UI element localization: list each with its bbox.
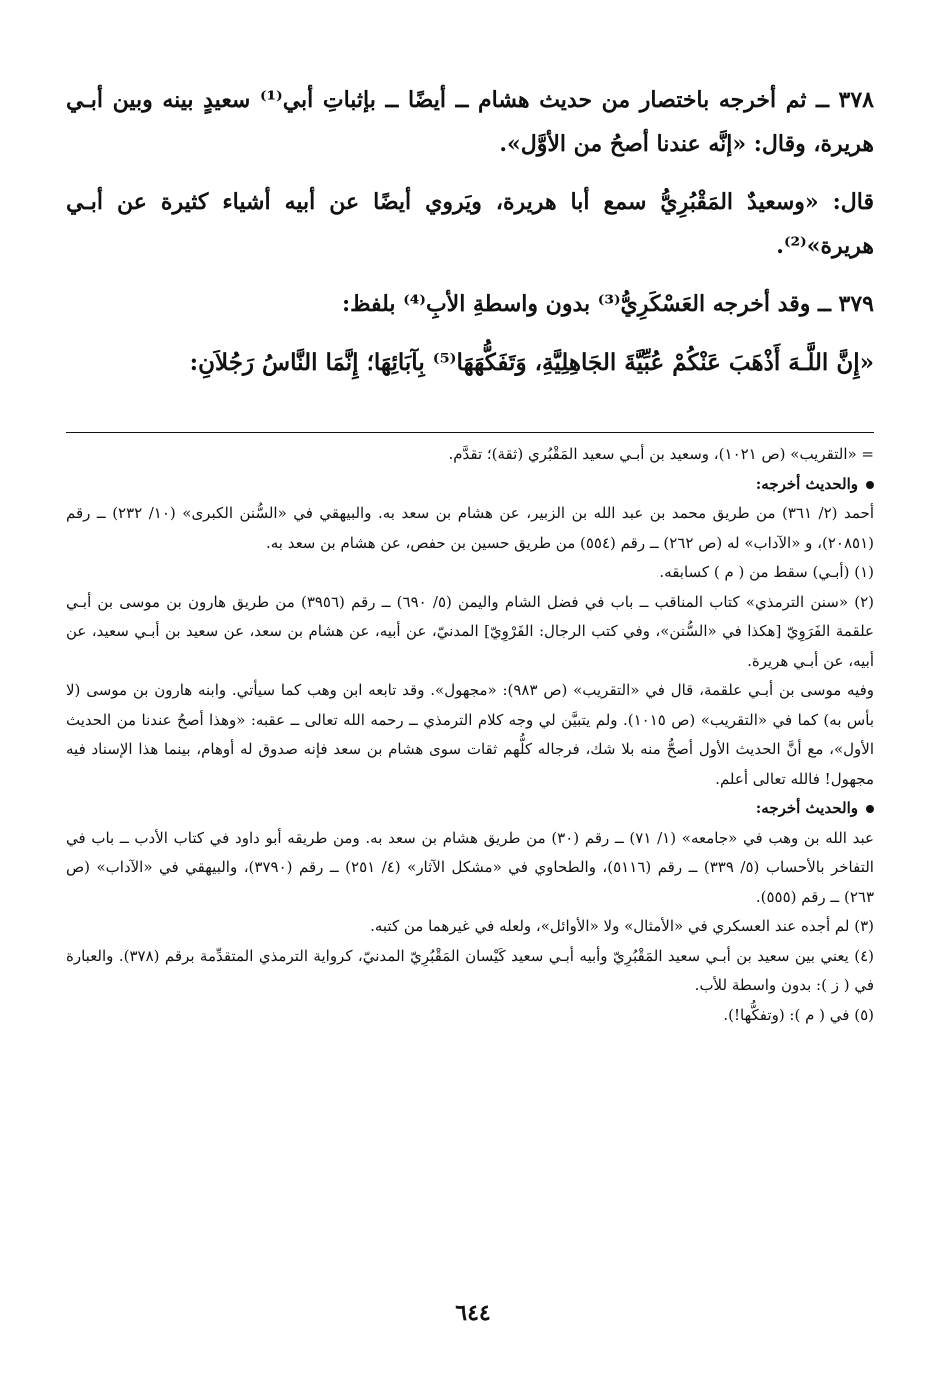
paragraph-quote-said: قال: «وسعيدٌ المَقْبُرِيُّ سمع أبا هريرة، ويَروي أيضًا عن أبيه أشياء كثيرة عن أبـي هريرة»⁽²⁾.: [66, 189, 874, 259]
footnote-5: (٥) في ( م ): (وتفكُّها!).: [723, 1005, 874, 1024]
takhrij-1: أحمد (٢/ ٣٦١) من طريق محمد بن عبد الله بن الزبير، عن هشام بن سعد به. والبيهقي في «السُّنن الكبرى» (١٠/ ٢٣٢) ــ رقم (٢٠٨٥١)، و «الآداب» له (ص ٢٦٢) ــ رقم (٥٥٤) من طريق حسين بن حفص، عن هشام بن سعد به.: [66, 504, 874, 552]
hadith-quote: «إِنَّ اللَّـهَ أَذْهَبَ عَنْكُمْ عُبِّيَّةَ الجَاهِلِيَّةِ، وَتَفَكُّهَهَا⁽⁵⁾ بِآبَائِهَا؛ إِنَّمَا النَّاسُ رَجُلاَنِ:: [189, 349, 874, 376]
footnotes: [66, 440, 874, 1030]
takhrij-2: عبد الله بن وهب في «جامعه» (١/ ٧١) ــ رقم (٣٠) من طريق هشام بن سعد به. ومن طريقه أبو داود في كتاب الأدب ــ باب في التفاخر بالأحساب (٥/ ٣٣٩) ــ رقم (٥١١٦)، والطحاوي في «مشكل الآثار» (٤/ ٢٥١) ــ رقم (٣٧٩٠)، والبيهقي في «الآداب» (ص ٢٦٣) ــ رقم (٥٥٥).: [66, 828, 874, 906]
footnote-1: (١) (أبـي) سقط من ( م ) كسابقه.: [659, 563, 874, 581]
heading-label: والحديث أخرجه:: [755, 474, 858, 493]
paragraph-378: ٣٧٨ ــ ثم أخرجه باختصار من حديث هشام ــ أيضًا ــ بإثباتِ أبي⁽¹⁾ سعيدٍ بينه وبين أبـي هريرة، وقال: «إنَّه عندنا أصحُ من الأوَّل».: [66, 87, 874, 157]
footnote-divider: [66, 432, 874, 433]
main-text: [66, 78, 874, 400]
bullet-icon: [866, 805, 874, 813]
footnote-4: (٤) يعني بين سعيد بن أبـي سعيد المَقْبُرِيّ وأبيه أبـي سعيد كَيْسان المَقْبُرِيّ المدنيّ، كرواية الترمذي المتقدِّمة برقم (٣٧٨). والعبارة في ( ز ): بدون واسطة للأب.: [66, 946, 875, 994]
bullet-icon: [866, 481, 874, 489]
section-heading-2: [66, 794, 874, 824]
page-number: ٦٤٤: [455, 1300, 491, 1326]
footnote-3: (٣) لم أجده عند العسكري في «الأمثال» ولا «الأوائل»، ولعله في غيرهما من كتبه.: [370, 917, 874, 935]
footnote-continuation: = «التقريب» (ص ١٠٢١)، وسعيد بن أبـي سعيد المَقْبُري (ثقة)؛ تقدَّم.: [448, 445, 874, 463]
heading-label: والحديث أخرجه:: [755, 799, 858, 817]
paragraph-379: ٣٧٩ ــ وقد أخرجه العَسْكَرِيُّ⁽³⁾ بدون واسطةِ الأبِ⁽⁴⁾ بلفظ:: [342, 291, 874, 317]
footnote-2-comment: وفيه موسى بن أبـي علقمة، قال في «التقريب» (ص ٩٨٣): «مجهول». وقد تابعه ابن وهب كما سيأتي. وابنه هارون بن موسى (لا بأس به) كما في «التقريب» (ص ١٠١٥). ولم يتبيَّن لي وجه كلام الترمذي ــ رحمه الله تعالى ــ عقبه: «وهذا أصحُ عندنا من الحديث الأول»، مع أنَّ الحديث الأول أصحُّ منه بلا شك، فرجاله كلُّهم ثقات سوى هشام بن سعد فإنه صدوق له أوهام، بينما هذا الإسناد فيه مجهول! فالله تعالى أعلم.: [66, 681, 875, 788]
section-heading-1: [66, 470, 874, 500]
footnote-2: (٢) «سنن الترمذي» كتاب المناقب ــ باب في فضل الشام واليمن (٥/ ٦٩٠) ــ رقم (٣٩٥٦) من طريق هارون بن موسى بن أبـي علقمة الفَرَوِيّ [هكذا في «السُّنن»، وفي كتب الرجال: الفَرْوِيّ] المدنيّ، عن أبيه، عن هشام بن سعد، عن سعيد بن أبـي سعيد، عن أبيه، عن أبـي هريرة.: [66, 592, 874, 670]
